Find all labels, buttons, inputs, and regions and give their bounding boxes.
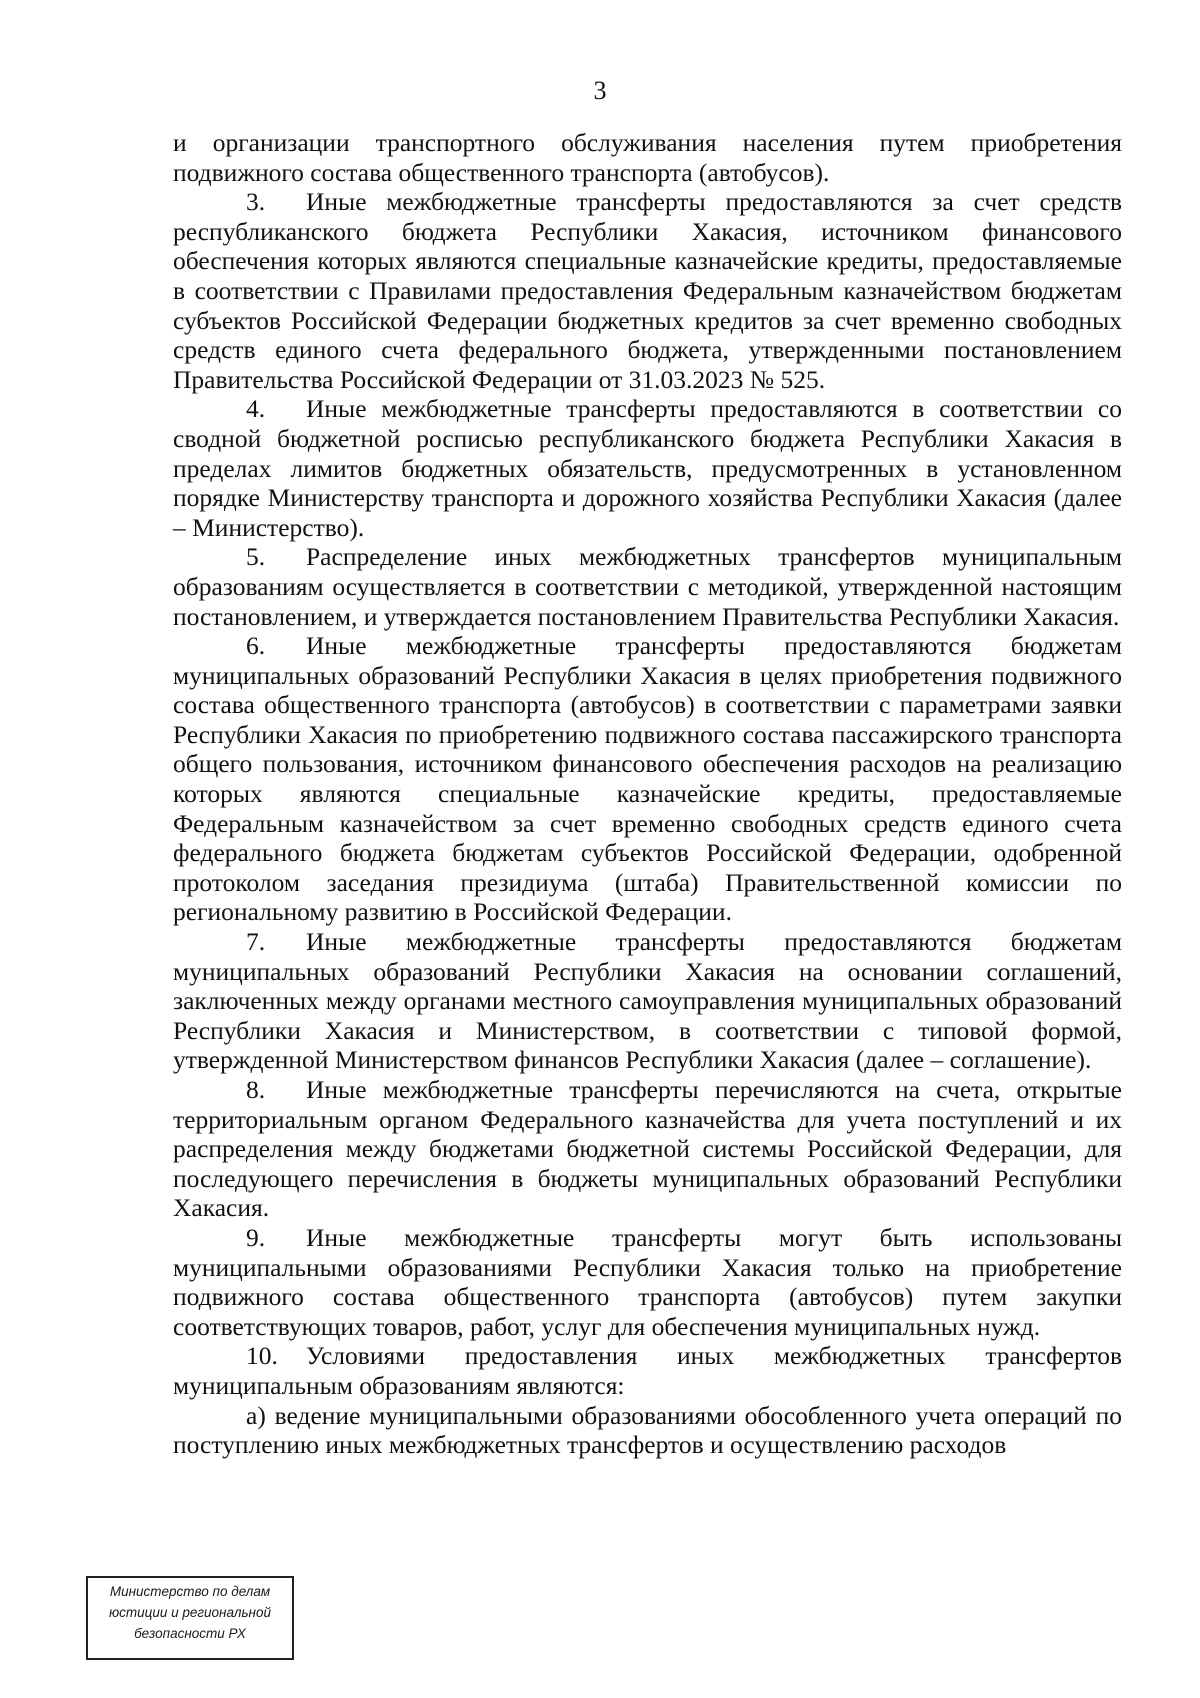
- item-text: Распределение иных межбюджетных трансфертов муниципальным образованиям осуществляется в соответствии с методикой, утвержденной настоящим постановлением, и утверждается постановлением Правительства Республики Хакасия.: [173, 542, 1122, 631]
- item-number: 6.: [246, 631, 266, 661]
- item-text: Иные межбюджетные трансферты перечисляются на счета, открытые территориальным органом Федерального казначейства для учета поступлений и их распределения между бюджетами бюджетной системы Российской Федерации, для последующего перечисления в бюджеты муниципальных образований Республики Хакасия.: [173, 1075, 1122, 1223]
- item-4: [173, 394, 1122, 542]
- intro-paragraph: и организации транспортного обслуживания населения путем приобретения подвижного состава общественного транспорта (автобусов).: [173, 128, 1122, 187]
- item-5: [173, 542, 1122, 631]
- stamp-line: юстиции и региональной: [108, 1605, 272, 1620]
- item-number: 7.: [246, 927, 266, 957]
- item-number: 8.: [246, 1075, 266, 1104]
- item-8: [173, 1075, 1122, 1223]
- item-number: 4.: [246, 394, 266, 424]
- document-body: [173, 128, 1122, 1460]
- item-text: Условиями предоставления иных межбюджетных трансфертов муниципальным образованиям являются:: [173, 1341, 1122, 1400]
- ministry-stamp: [86, 1576, 294, 1660]
- stamp-line: Министерство по делам: [109, 1584, 271, 1599]
- item-7: [173, 927, 1122, 1075]
- item-3: [173, 187, 1122, 394]
- item-text: Иные межбюджетные трансферты предоставляются бюджетам муниципальных образований Республики Хакасия в целях приобретения подвижного состава общественного транспорта (автобусов) в соответствии с параметрами заявки Республики Хакасия по приобретению подвижного состава пассажирского транспорта общего пользования, источником финансового обеспечения расходов на реализацию которых являются специальные казначейские кредиты, предоставляемые Федеральным казначейством за счет временно свободных средств единого счета федерального бюджета бюджетам субъектов Российской Федерации, одобренной протоколом заседания президиума (штаба) Правительственной комиссии по региональному развитию в Российской Федерации.: [173, 631, 1122, 927]
- subitem-a: а) ведение муниципальными образованиями обособленного учета операций по поступлению иных межбюджетных трансфертов и осуществлению расходов: [173, 1400, 1122, 1460]
- item-text: Иные межбюджетные трансферты предоставляются за счет средств республиканского бюджета Республики Хакасия, источником финансового обеспечения которых являются специальные казначейские кредиты, предоставляемые в соответствии с Правилами предоставления Федеральным казначейством бюджетам субъектов Российской Федерации бюджетных кредитов за счет временно свободных средств единого счета федерального бюджета, утвержденными постановлением Правительства Российской Федерации от 31.03.2023 № 525.: [173, 187, 1122, 394]
- item-number: 3.: [246, 187, 266, 217]
- item-text: Иные межбюджетные трансферты предоставляются в соответствии со сводной бюджетной росписью республиканского бюджета Республики Хакасия в пределах лимитов бюджетных обязательств, предусмотренных в установленном порядке Министерству транспорта и дорожного хозяйства Республики Хакасия (далее – Министерство).: [173, 394, 1122, 542]
- item-6: [173, 631, 1122, 927]
- item-text: Иные межбюджетные трансферты могут быть использованы муниципальными образованиями Республики Хакасия только на приобретение подвижного состава общественного транспорта (автобусов) путем закупки соответствующих товаров, работ, услуг для обеспечения муниципальных нужд.: [173, 1222, 1122, 1341]
- item-number: 10.: [246, 1341, 278, 1371]
- item-number: 9.: [246, 1222, 266, 1252]
- stamp-line: безопасности РХ: [134, 1626, 246, 1641]
- item-text: Иные межбюджетные трансферты предоставляются бюджетам муниципальных образований Республики Хакасия на основании соглашений, заключенных между органами местного самоуправления муниципальных образований Республики Хакасия и Министерством, в соответствии с типовой формой, утвержденной Министерством финансов Республики Хакасия (далее – соглашение).: [173, 927, 1122, 1075]
- item-number: 5.: [246, 542, 266, 572]
- item-9: [173, 1223, 1122, 1341]
- page-number: 3: [593, 76, 607, 105]
- item-10: [173, 1341, 1122, 1400]
